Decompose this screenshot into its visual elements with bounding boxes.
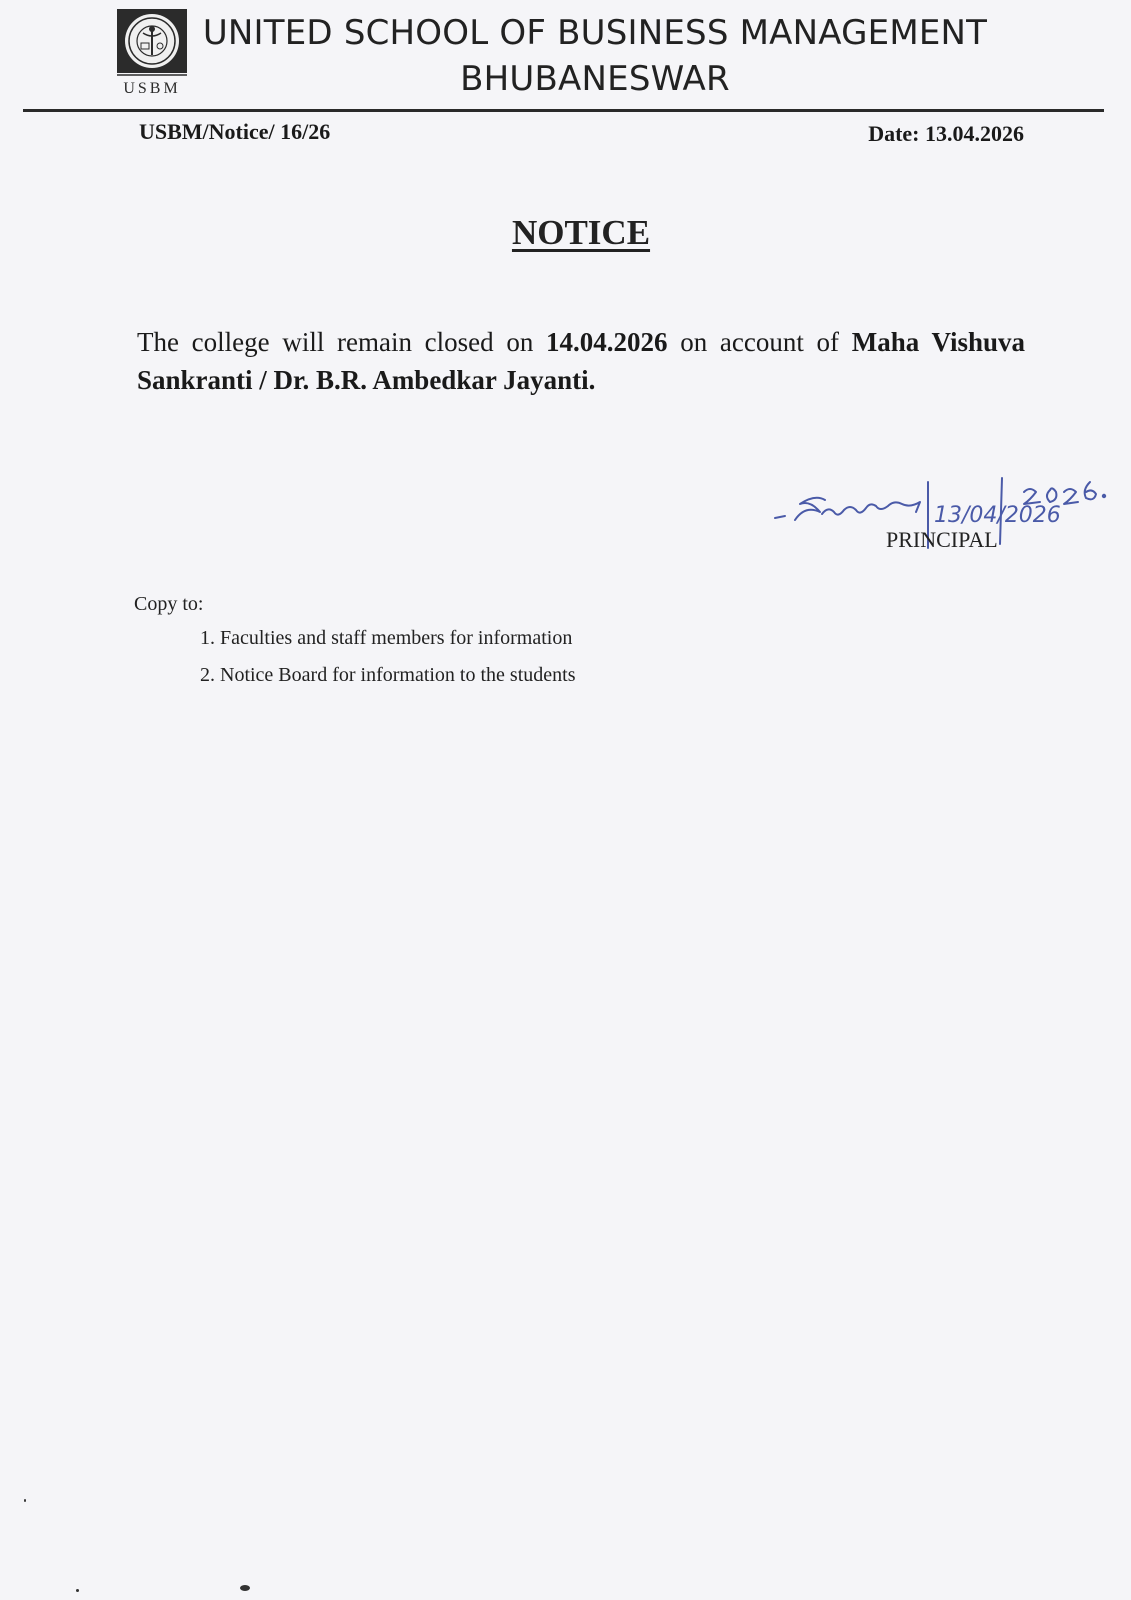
notice-date: Date: 13.04.2026 [868,121,1024,146]
principal-designation: PRINCIPAL [886,527,998,552]
closure-date: 14.04.2026 [546,327,668,357]
scan-speck [240,1585,250,1591]
scan-speck [24,1499,26,1502]
institution-name [195,10,995,102]
body-text-2: on account of [667,327,852,357]
header-divider [23,109,1104,112]
body-text-1: The college will remain closed on [137,327,547,357]
copy-to-list [200,623,575,697]
notice-body [137,323,1025,399]
list-item: 1. Faculties and staff members for information [200,627,573,649]
usbm-logo [117,9,187,97]
notice-title: NOTICE [511,213,651,252]
reference-number: USBM/Notice/ 16/26 [139,119,331,144]
svg-text:USBM: USBM [123,80,181,97]
institution-name-line1: UNITED SCHOOL OF BUSINESS MANAGEMENT [202,13,988,53]
scan-speck [76,1589,79,1592]
occasion: Maha Vishuva Sankranti / Dr. B.R. Ambedkar Jayanti. [137,327,1025,395]
copy-to-label: Copy to: [134,593,204,615]
institution-name-line2: BHUBANESWAR [460,59,730,99]
svg-text:13/04/2026: 13/04/2026 [934,503,1061,528]
list-item: 2. Notice Board for information to the students [200,664,576,686]
